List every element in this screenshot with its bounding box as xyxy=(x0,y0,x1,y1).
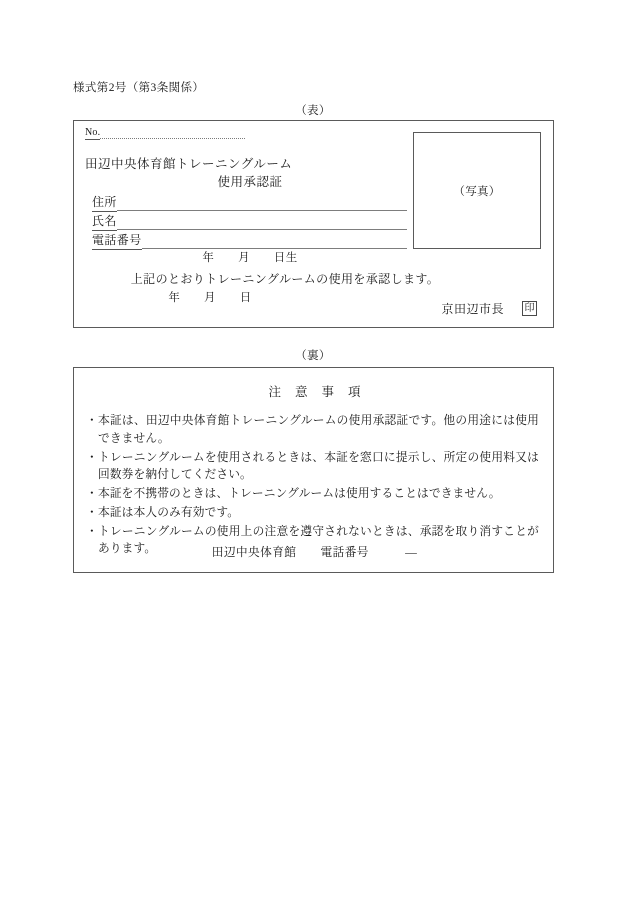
name-write-line xyxy=(117,228,407,230)
front-side-marker: （表） xyxy=(295,105,331,117)
notes-list xyxy=(87,412,539,559)
field-row-name xyxy=(92,212,407,231)
list-item: ・ トレーニングルームの使用上の注意を遵守されないときは、承認を取り消すことがあります。 xyxy=(87,523,539,559)
back-side-marker: （裏） xyxy=(295,350,331,362)
list-item: ・ 本証を不携帯のときは、トレーニングルームは使用することはできません。 xyxy=(87,485,539,503)
address-write-line xyxy=(117,209,407,211)
facility-title: 田辺中央体育館トレーニングルーム xyxy=(85,157,293,171)
field-row-phone xyxy=(92,231,407,250)
serial-number-label: No. xyxy=(85,127,101,138)
front-card xyxy=(73,120,554,328)
back-card xyxy=(73,367,554,573)
photo-placeholder-label: （写真） xyxy=(453,185,501,198)
field-row-address xyxy=(92,193,407,212)
seal-icon: 印 xyxy=(522,301,537,316)
issuer-label: 京田辺市長 xyxy=(441,302,504,316)
address-label: 住所 xyxy=(92,196,117,212)
approval-date-line: 年 月 日 xyxy=(168,292,252,304)
phone-label: 電話番号 xyxy=(92,234,142,250)
birth-date-line: 年 月 日生 xyxy=(202,252,298,264)
list-item: ・ 本証は、田辺中央体育館トレーニングルームの使用承認証です。他の用途には使用できません。 xyxy=(87,412,539,448)
issuer-row xyxy=(441,300,537,317)
applicant-fields xyxy=(92,193,407,250)
back-card-footer: 田辺中央体育館 電話番号 ― xyxy=(211,546,418,559)
notes-heading: 注意事項 xyxy=(268,385,375,399)
list-item: ・ トレーニングルームを使用されるときは、本証を窓口に提示し、所定の使用料又は回数券を納付してください。 xyxy=(87,449,539,485)
approval-statement: 上記のとおりトレーニングルームの使用を承認します。 xyxy=(130,272,440,286)
list-item: ・ 本証は本人のみ有効です。 xyxy=(87,504,539,522)
photo-placeholder-box xyxy=(413,132,541,249)
serial-number-dotted-line xyxy=(100,137,245,139)
name-label: 氏名 xyxy=(92,215,117,231)
serial-number-field xyxy=(85,127,245,140)
form-number: 様式第2号（第3条関係） xyxy=(73,82,205,94)
certificate-title: 使用承認証 xyxy=(217,175,283,189)
